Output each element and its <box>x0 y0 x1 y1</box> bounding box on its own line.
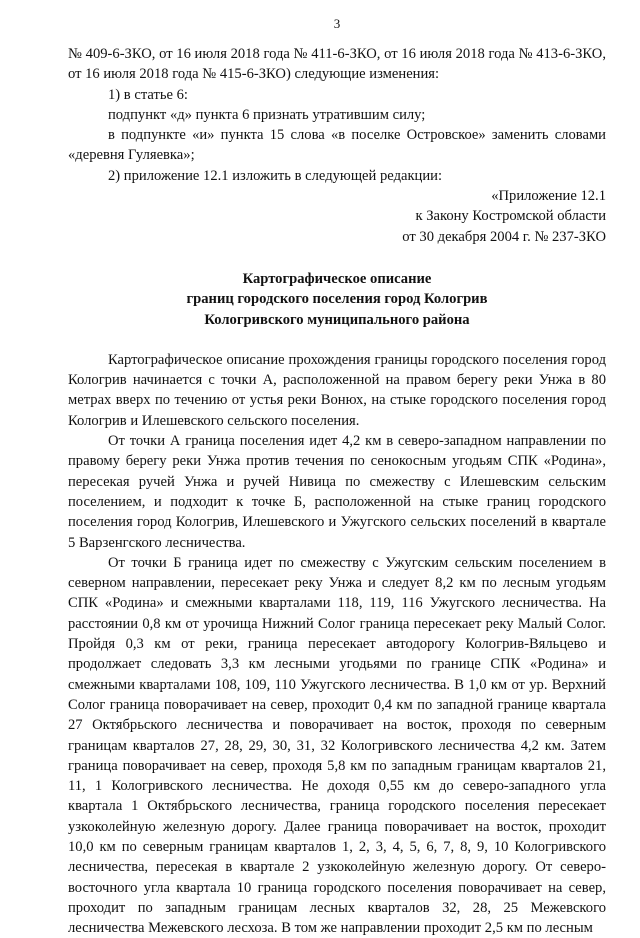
title-line-3: Кологривского муниципального района <box>204 311 470 328</box>
item-subpoint-d: подпункт «д» пункта 6 признать утратившим силу; <box>108 106 426 123</box>
item-appendix: 2) приложение 12.1 изложить в следующей редакции: <box>108 167 443 184</box>
section-title <box>68 269 606 330</box>
body-paragraph-2: От точки А граница поселения идет 4,2 км в северо-западном направлении по правому берегу реки Унжа против течения по сенокосным угодьям СПК «Родина», пересекая ручей Унжа и ручей Нивица по смежеству с Илешевским сельским поселением, и подходит к точке Б, расположенной на стыке границ городского поселения город Кологрив, Илешевского и Ужугского сельских поселений в квартале 5 Варзенгского лесничества. <box>68 433 606 551</box>
appendix-ref-line-1: «Приложение 12.1 <box>491 188 606 205</box>
body-paragraph-3: От точки Б граница идет по смежеству с Ужугским сельским поселением в северном направлении, пересекает реку Унжа и следует 8,2 км по лесным угодьям СПК «Родина» и смежными кварталами 118, 119, 116 Ужугского лесничества. На расстоянии 0,8 км от урочища Нижний Солог граница пересекает реку Малый Солог. Пройдя 0,3 км от реки, граница пересекает автодорогу Кологрив-Вяльцево и продолжает следовать 3,3 км лесными угодьями по границе СПК «Родина» и смежными кварталами 108, 109, 110 Ужугского лесничества. В 1,0 км от ур. Верхний Солог граница поворачивает на север, проходит 0,4 км по западной границе квартала 27 Октябрьского лесничества и поворачивает на восток, проходя по северным границам кварталов 27, 28, 29, 30, 31, 32 Кологривского лесничества 4,2 км. Затем граница поворачивает на север, проходя 5,8 км по западным границам кварталов 21, 11, 1 Кологривского лесничества. Не доходя 0,55 км до северо-западного угла квартала 1 Октябрьского лесничества, граница городского поселения пересекает узкоколейную железную дорогу. Далее граница поворачивает на восток, проходит 10,0 км по северным границам кварталов 1, 2, 3, 4, 5, 6, 7, 8, 9, 10 Кологривского лесничества, пересекая в квартале 2 узкоколейную железную дорогу. От северо-восточного угла квартала 10 граница городского поселения поворачивает на север, проходит по западным границам лесных кварталов 32, 28, 25 Межевского лесничества Межевского лесхоза. В том же направлении проходит 2,5 км по лесным <box>68 554 606 937</box>
body-paragraph-1: Картографическое описание прохождения границы городского поселения город Кологрив начинается с точки А, расположенной на правом берегу реки Унжа в 80 метрах вверх по течению от устья реки Вонюх, на стыке городского поселения город Кологрив и Илешевского сельского поселения. <box>68 351 606 429</box>
title-line-2: границ городского поселения город Кологрив <box>186 291 488 308</box>
title-line-1: Картографическое описание <box>242 270 432 287</box>
page-number: 3 <box>333 16 341 31</box>
appendix-ref-line-2: к Закону Костромской области <box>415 208 606 225</box>
intro-paragraph: № 409-6-ЗКО, от 16 июля 2018 года № 411-6-ЗКО, от 16 июля 2018 года № 413-6-ЗКО, от 16 июля 2018 года № 415-6-ЗКО) следующие изменения: <box>68 46 606 83</box>
appendix-ref-line-3: от 30 декабря 2004 г. № 237-ЗКО <box>402 228 606 245</box>
item-article-6: 1) в статье 6: <box>108 86 188 103</box>
item-subpoint-i: в подпункте «и» пункта 15 слова «в поселке Островское» заменить словами «деревня Гуляевка»; <box>68 127 606 164</box>
